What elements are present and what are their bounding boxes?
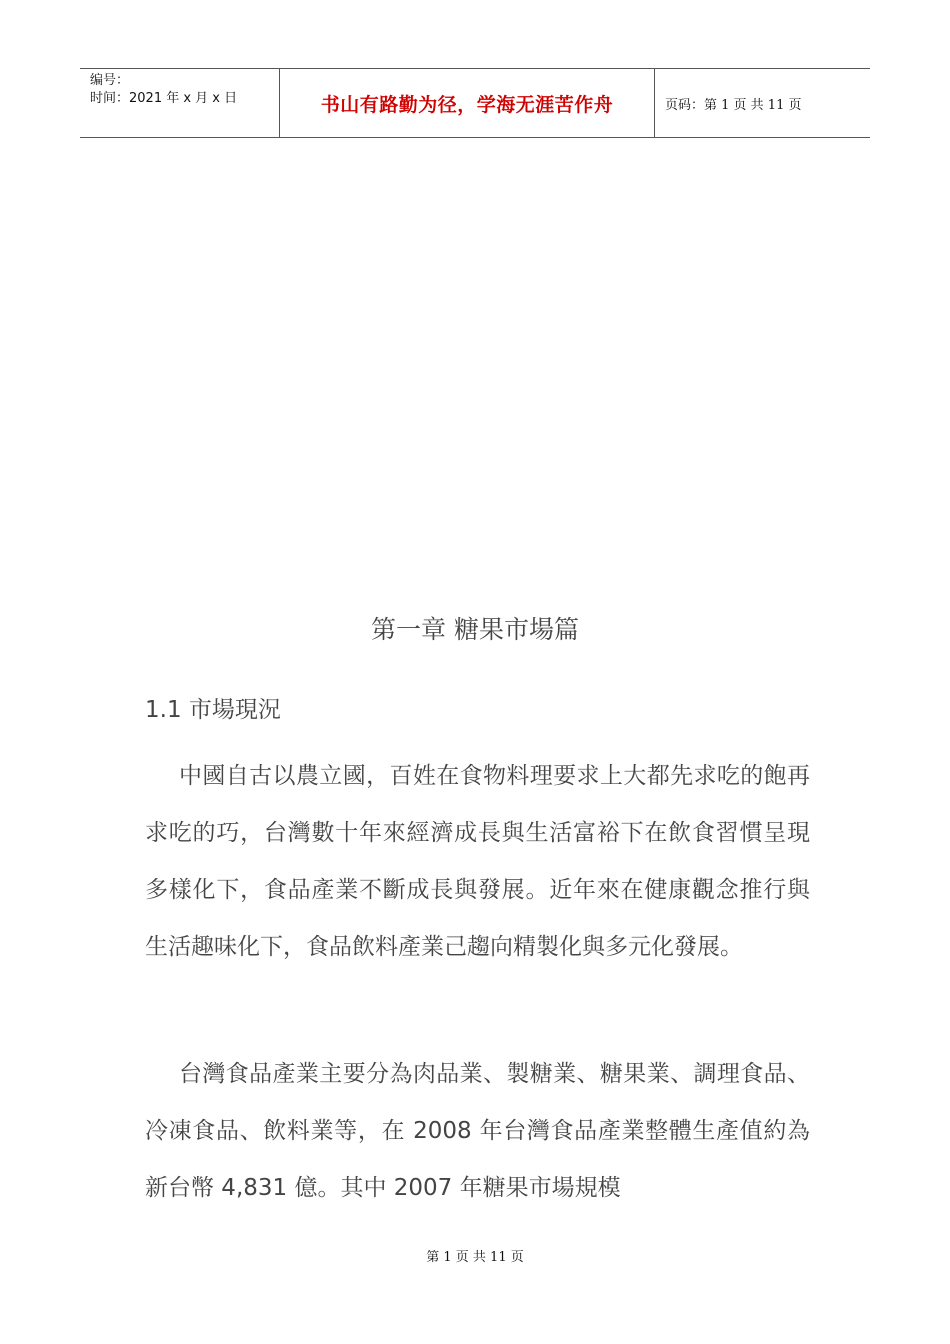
body-paragraph: 台灣食品產業主要分為肉品業、製糖業、糖果業、調理食品、冷凍食品、飲料業等，在 2008 年台灣食品產業整體生產值約為新台幣 4,831 億。其中 2007 年糖果市場規模 xyxy=(145,1061,810,1201)
header-page-info: 页码：第 1 页 共 11 页 xyxy=(665,97,802,113)
document-date-label: 时间：2021 年 x 月 x 日 xyxy=(90,91,238,106)
chapter-title: 第一章 糖果市場篇 xyxy=(371,615,579,644)
section-title: 1.1 市場現況 xyxy=(145,697,281,723)
document-number-label: 编号： xyxy=(90,73,130,88)
page-header xyxy=(80,68,870,138)
header-motto: 书山有路勤为径，学海无涯苦作舟 xyxy=(280,69,655,137)
header-meta xyxy=(80,69,280,137)
page-footer: 第 1 页 共 11 页 xyxy=(426,1250,524,1265)
body-paragraph: 中國自古以農立國，百姓在食物料理要求上大都先求吃的飽再求吃的巧，台灣數十年來經濟成長與生活富裕下在飲食習慣呈現多樣化下，食品產業不斷成長與發展。近年來在健康觀念推行與生活趣味化下，食品飲料產業己趨向精製化與多元化發展。 xyxy=(145,763,810,960)
